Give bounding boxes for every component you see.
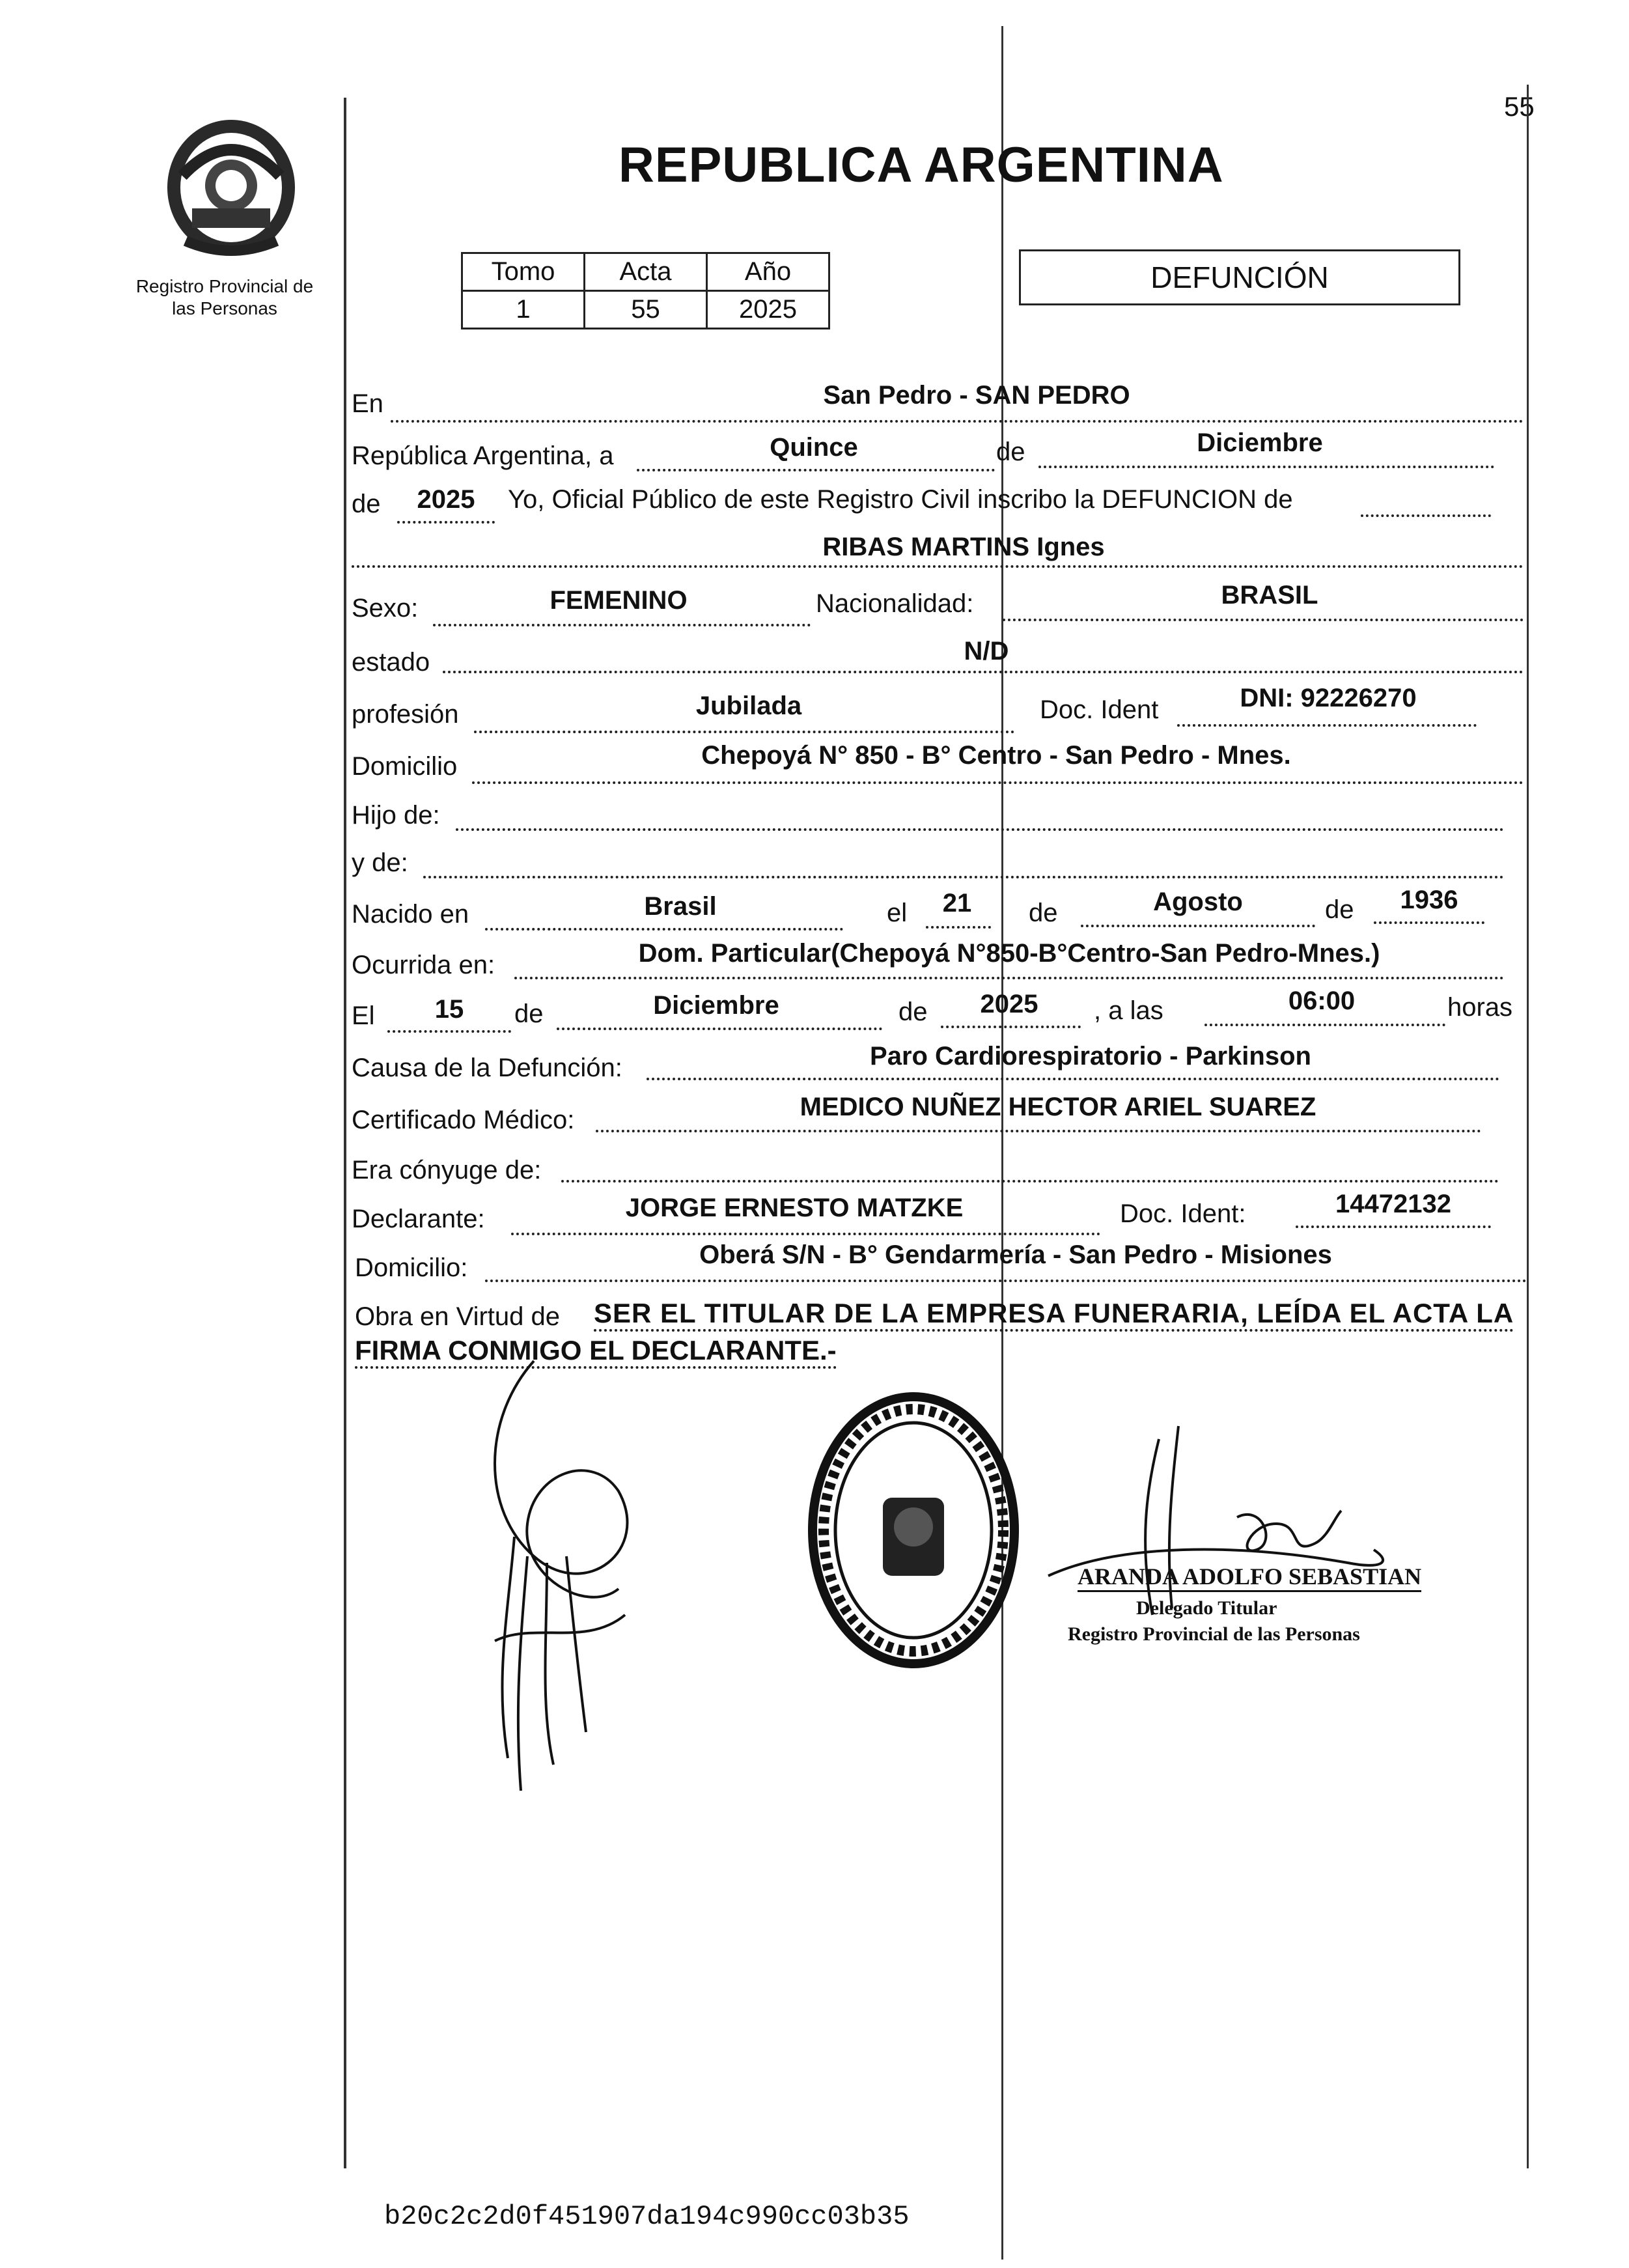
label-conyuge: Era cónyuge de: (352, 1156, 542, 1184)
declarant-signature (456, 1341, 677, 1810)
record-type-box: DEFUNCIÓN (1019, 249, 1460, 305)
label-el: el (887, 899, 908, 927)
value-domicilio: Chepoyá N° 850 - B° Centro - San Pedro - Mnes. (701, 741, 1291, 770)
value-dia-texto: Quince (770, 433, 858, 462)
dots-yo (1361, 514, 1491, 517)
value-def-mes: Diciembre (653, 991, 779, 1020)
document-hash: b20c2c2d0f451907da194c990cc03b35 (384, 2201, 910, 2232)
label-declarante: Declarante: (352, 1205, 485, 1233)
label-causa: Causa de la Defunción: (352, 1054, 622, 1082)
value-ocurrida-en: Dom. Particular(Chepoyá N°850-B°Centro-San Pedro-Mnes.) (638, 939, 1380, 968)
label-de-1: de (996, 438, 1025, 466)
value-obra-line1: SER EL TITULAR DE LA EMPRESA FUNERARIA, LEÍDA EL ACTA LA (594, 1298, 1514, 1332)
value-obra-line2: FIRMA CONMIGO EL DECLARANTE.- (355, 1335, 837, 1369)
dots-nombre (352, 565, 1524, 568)
label-yo-text: Yo, Oficial Público de este Registro Civil inscribo la DEFUNCION de (508, 485, 1293, 514)
tomo-value: 1 (462, 291, 585, 329)
official-signature (1042, 1413, 1406, 1628)
label-domicilio-2: Domicilio: (355, 1253, 468, 1282)
dots-def-hora (1204, 1024, 1445, 1026)
value-nacido-en: Brasil (644, 892, 717, 921)
dots-dia (637, 469, 995, 471)
dots-estado (443, 671, 1524, 673)
value-nacionalidad: BRASIL (1221, 581, 1318, 609)
dots-conyuge (561, 1180, 1499, 1183)
value-def-anio: 2025 (980, 990, 1038, 1018)
value-mes-texto: Diciembre (1197, 428, 1323, 457)
label-republica: República Argentina, a (352, 441, 614, 470)
value-certificado: MEDICO NUÑEZ HECTOR ARIEL SUAREZ (800, 1093, 1316, 1121)
value-def-dia: 15 (434, 995, 464, 1024)
label-certificado: Certificado Médico: (352, 1106, 575, 1134)
anio-value: 2025 (707, 291, 829, 329)
label-en: En (352, 389, 383, 418)
value-nac-mes: Agosto (1153, 888, 1243, 916)
label-nacido-en: Nacido en (352, 900, 469, 929)
label-ocurrida-en: Ocurrida en: (352, 951, 495, 979)
label-profesion: profesión (352, 700, 459, 729)
value-lugar: San Pedro - SAN PEDRO (823, 381, 1130, 410)
province-logo (156, 111, 306, 260)
dots-y-de (423, 876, 1504, 878)
label-de-nac-1: de (1029, 899, 1058, 927)
dots-declarante-doc (1296, 1225, 1491, 1228)
dots-profesion (474, 731, 1014, 733)
page-number: 55 (1504, 91, 1535, 122)
dots-def-dia (387, 1030, 511, 1033)
label-hijo-de: Hijo de: (352, 801, 440, 830)
dots-nacido-en (485, 928, 843, 931)
value-nac-anio: 1936 (1400, 886, 1458, 914)
value-declarante-domicilio: Oberá S/N - B° Gendarmería - San Pedro - Misiones (699, 1240, 1332, 1269)
label-nacionalidad: Nacionalidad: (816, 589, 974, 618)
value-def-hora: 06:00 (1288, 987, 1356, 1015)
registry-name (127, 275, 322, 320)
value-estado: N/D (964, 637, 1009, 665)
dots-sexo (433, 624, 811, 626)
dots-declarante (511, 1233, 1100, 1235)
value-sexo: FEMENINO (550, 586, 688, 615)
label-a-las: , a las (1094, 996, 1163, 1025)
value-declarante: JORGE ERNESTO MATZKE (625, 1194, 964, 1222)
value-nombre: RIBAS MARTINS Ignes (822, 533, 1105, 561)
dots-domicilio (472, 781, 1524, 784)
dots-ocurrida-en (514, 977, 1504, 979)
acta-header: Acta (585, 253, 707, 291)
dots-domicilio-2 (485, 1280, 1527, 1282)
label-horas: horas (1447, 993, 1513, 1022)
label-de-def-1: de (514, 1000, 544, 1028)
anio-header: Año (707, 253, 829, 291)
registry-line-1: Registro Provincial de (135, 276, 314, 296)
value-causa: Paro Cardiorespiratorio - Parkinson (870, 1042, 1311, 1071)
label-y-de: y de: (352, 848, 408, 877)
dots-def-mes (557, 1028, 882, 1030)
right-margin-line (1527, 85, 1529, 2168)
dots-certificado (596, 1130, 1481, 1132)
page-title: REPUBLICA ARGENTINA (619, 137, 1224, 193)
dots-hijo-de (456, 828, 1504, 831)
value-anio: 2025 (417, 485, 475, 514)
label-estado: estado (352, 648, 430, 677)
label-doc-ident: Doc. Ident (1040, 695, 1159, 724)
label-el-cap: El (352, 1001, 375, 1030)
label-domicilio: Domicilio (352, 752, 458, 781)
acta-value: 55 (585, 291, 707, 329)
dots-causa (647, 1078, 1499, 1080)
signer-role: Delegado Titular (1136, 1597, 1277, 1619)
left-margin-line (344, 98, 346, 2168)
record-table (461, 252, 830, 329)
label-de-nac-2: de (1325, 895, 1354, 924)
dots-dni (1177, 724, 1477, 727)
dots-nac-anio (1374, 921, 1484, 924)
dots-nac-mes (1081, 925, 1315, 927)
dots-def-anio (941, 1026, 1081, 1028)
value-dni: DNI: 92226270 (1240, 684, 1417, 712)
dots-mes (1038, 466, 1494, 468)
value-declarante-doc: 14472132 (1335, 1190, 1451, 1218)
fold-line (1001, 26, 1003, 2260)
label-de-def-2: de (898, 998, 928, 1026)
dots-anio (397, 521, 495, 524)
value-profesion: Jubilada (695, 692, 802, 720)
dots-en (391, 420, 1524, 423)
signer-office: Registro Provincial de las Personas (1068, 1623, 1360, 1645)
label-doc-ident-2: Doc. Ident: (1120, 1199, 1246, 1228)
official-stamp (806, 1387, 1021, 1673)
label-de-2: de (352, 490, 381, 518)
dots-nac-dia (926, 926, 991, 929)
value-nac-dia: 21 (942, 889, 972, 917)
signer-name: ARANDA ADOLFO SEBASTIAN (1078, 1563, 1421, 1592)
label-obra: Obra en Virtud de (355, 1302, 561, 1331)
label-sexo: Sexo: (352, 594, 419, 623)
registry-line-2: las Personas (172, 298, 277, 318)
dots-nacionalidad (1003, 619, 1524, 621)
tomo-header: Tomo (462, 253, 585, 291)
